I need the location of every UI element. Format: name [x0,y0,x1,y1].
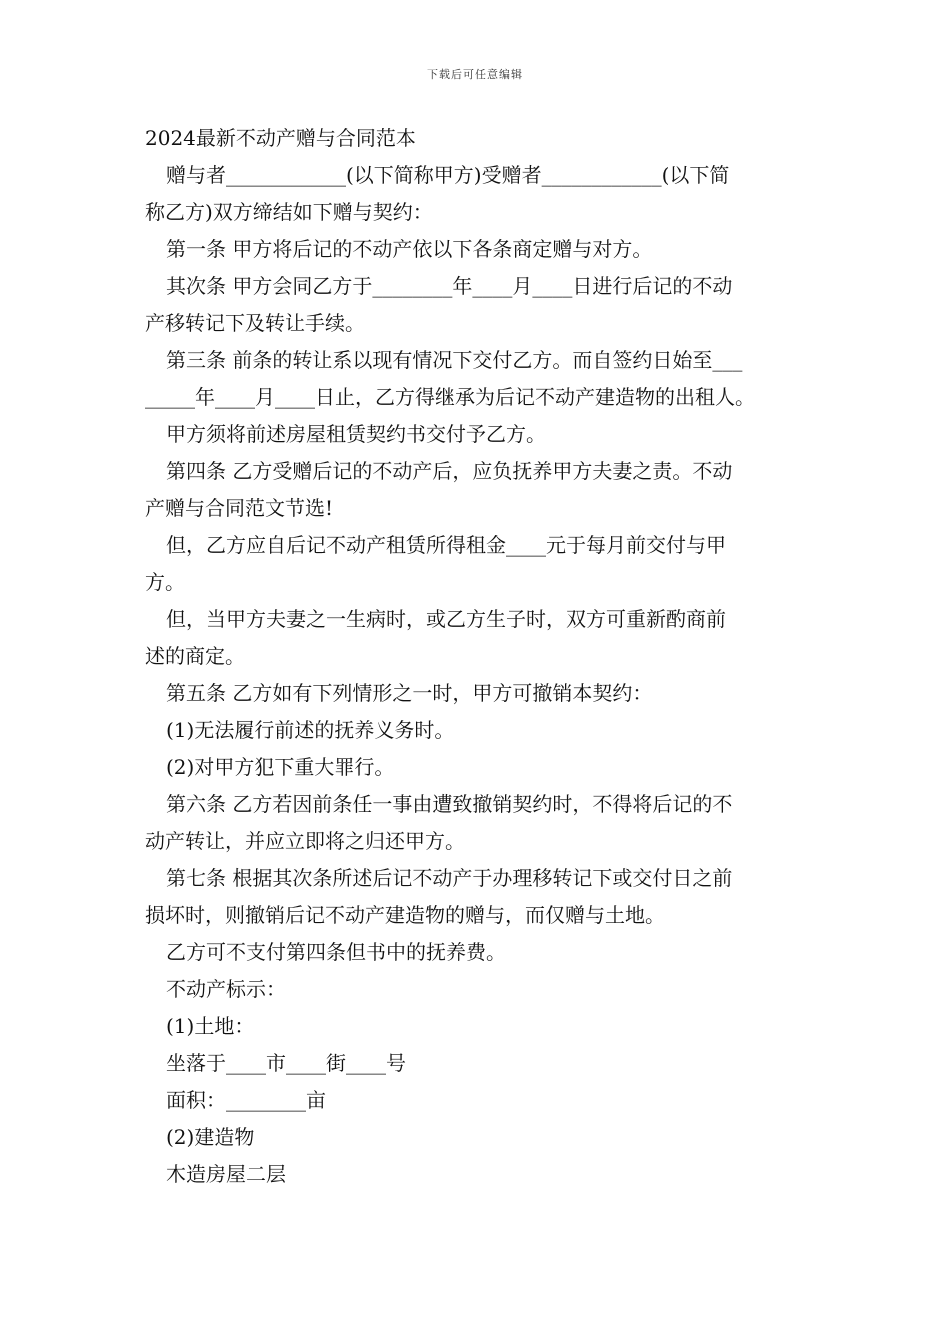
document-text [145,157,815,1193]
text-line: 第四条 乙方受赠后记的不动产后，应负抚养甲方夫妻之责。不动 [166,459,733,483]
document-body [145,120,815,1193]
text-line: 产赠与合同范文节选! [145,496,334,520]
text-line: 其次条 甲方会同乙方于________年____月____日进行后记的不动 [166,274,733,298]
text-line: 木造房屋二层 [166,1162,286,1186]
text-line: 面积：________亩 [166,1088,326,1112]
text-line: 第七条 根据其次条所述后记不动产于办理移转记下或交付日之前 [166,866,733,890]
page-header: 下载后可任意编辑 [427,68,523,81]
text-line: (1)无法履行前述的抚养义务时。 [166,718,455,742]
text-line: 称乙方)双方缔结如下赠与契约： [145,200,433,224]
document-title: 2024最新不动产赠与合同范本 [145,126,416,150]
text-line: 产移转记下及转让手续。 [145,311,365,335]
text-line: 损坏时，则撤销后记不动产建造物的赠与，而仅赠与土地。 [145,903,665,927]
text-line: 但，当甲方夫妻之一生病时，或乙方生子时，双方可重新酌商前 [166,607,726,631]
text-line: 第五条 乙方如有下列情形之一时，甲方可撤销本契约： [166,681,653,705]
text-line: (2)建造物 [166,1125,255,1149]
text-line: 第三条 前条的转让系以现有情况下交付乙方。而自签约日始至___ [166,348,743,372]
text-line: 坐落于____市____街____号 [166,1051,406,1075]
text-line: _____年____月____日止，乙方得继承为后记不动产建造物的出租人。 [145,385,755,409]
text-line: 第六条 乙方若因前条任一事由遭致撤销契约时，不得将后记的不 [166,792,733,816]
text-line: (2)对甲方犯下重大罪行。 [166,755,395,779]
text-line: 甲方须将前述房屋租赁契约书交付予乙方。 [166,422,546,446]
text-line: 第一条 甲方将后记的不动产依以下各条商定赠与对方。 [166,237,653,261]
text-line: 乙方可不支付第四条但书中的抚养费。 [166,940,506,964]
text-line: 方。 [145,570,185,594]
text-line: 动产转让，并应立即将之归还甲方。 [145,829,465,853]
text-line: 但，乙方应自后记不动产租赁所得租金____元于每月前交付与甲 [166,533,726,557]
text-line: (1)土地： [166,1014,255,1038]
text-line: 赠与者____________(以下简称甲方)受赠者____________(以下简 [166,163,730,187]
text-line: 不动产标示： [166,977,286,1001]
text-line: 述的商定。 [145,644,245,668]
